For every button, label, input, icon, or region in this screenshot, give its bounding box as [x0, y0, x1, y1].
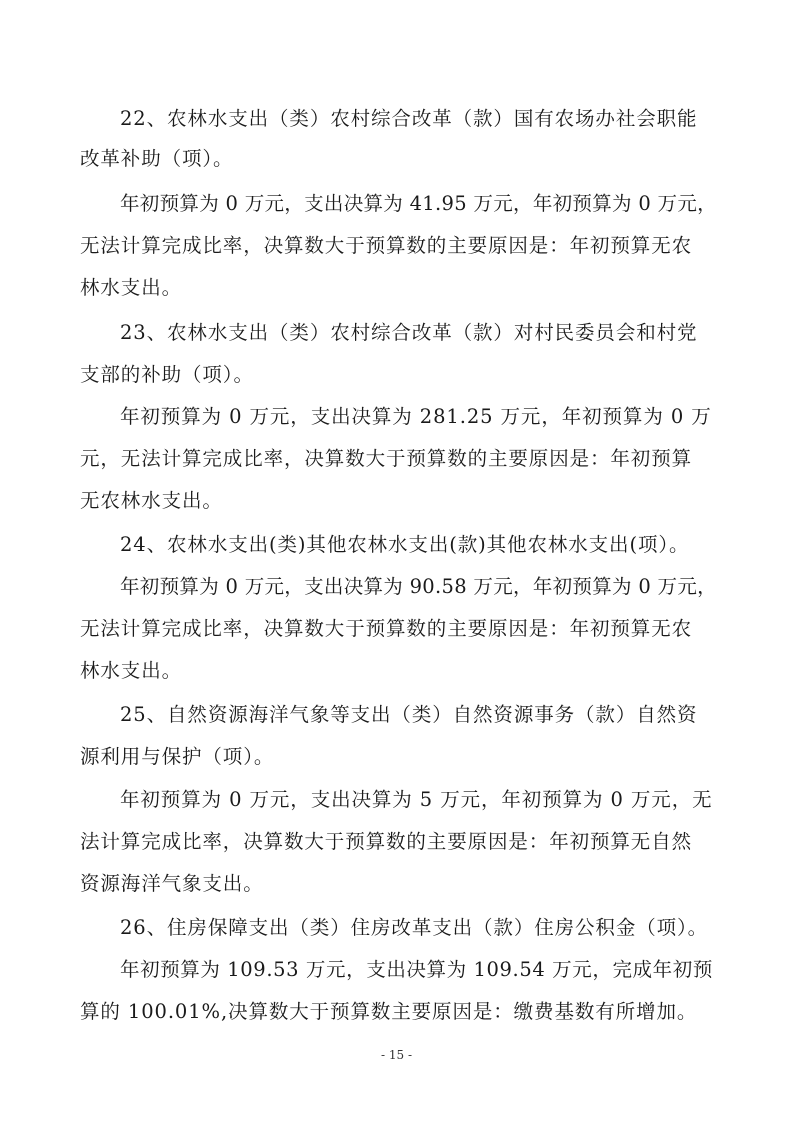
item-23-heading-line-1: 23、农林水支出（类）农村综合改革（款）对村民委员会和村党: [120, 321, 698, 344]
item-26-body-line-1: 年初预算为 109.53 万元，支出决算为 109.54 万元，完成年初预: [120, 958, 713, 981]
item-25-heading-line-2: 源利用与保护（项）。: [80, 745, 275, 768]
item-22-heading-line-1: 22、农林水支出（类）农村综合改革（款）国有农场办社会职能: [120, 107, 698, 130]
item-24-body-line-3: 林水支出。: [80, 659, 183, 682]
item-25-body-line-3: 资源海洋气象支出。: [80, 872, 264, 895]
item-26-heading: 26、住房保障支出（类）住房改革支出（款）住房公积金（项）。: [120, 916, 709, 939]
item-22-body-line-3: 林水支出。: [80, 276, 183, 299]
item-22-heading-line-2: 改革补助（项）。: [80, 147, 234, 170]
item-23-heading-line-2: 支部的补助（项）。: [80, 363, 254, 386]
item-24-heading: 24、农林水支出(类)其他农林水支出(款)其他农林水支出(项）。: [120, 533, 690, 556]
item-24-body-line-2: 无法计算完成比率，决算数大于预算数的主要原因是：年初预算无农: [80, 617, 693, 640]
item-23-body-line-1: 年初预算为 0 万元，支出决算为 281.25 万元，年初预算为 0 万: [120, 405, 712, 428]
page-number: - 15 -: [380, 1048, 412, 1062]
item-24-body-line-1: 年初预算为 0 万元，支出决算为 90.58 万元，年初预算为 0 万元，: [120, 575, 717, 598]
item-23-body-line-3: 无农林水支出。: [80, 489, 223, 512]
item-25-heading-line-1: 25、自然资源海洋气象等支出（类）自然资源事务（款）自然资: [120, 703, 698, 726]
item-23-body-line-2: 元，无法计算完成比率，决算数大于预算数的主要原因是：年初预算: [80, 447, 693, 470]
item-22-body-line-1: 年初预算为 0 万元，支出决算为 41.95 万元，年初预算为 0 万元，: [120, 192, 717, 215]
item-26-body-line-2: 算的 100.01%,决算数大于预算数主要原因是：缴费基数有所增加。: [80, 1000, 698, 1023]
item-22-body-line-2: 无法计算完成比率，决算数大于预算数的主要原因是：年初预算无农: [80, 234, 693, 257]
item-25-body-line-2: 法计算完成比率，决算数大于预算数的主要原因是：年初预算无自然: [80, 830, 693, 853]
item-25-body-line-1: 年初预算为 0 万元，支出决算为 5 万元，年初预算为 0 万元，无: [120, 788, 713, 811]
